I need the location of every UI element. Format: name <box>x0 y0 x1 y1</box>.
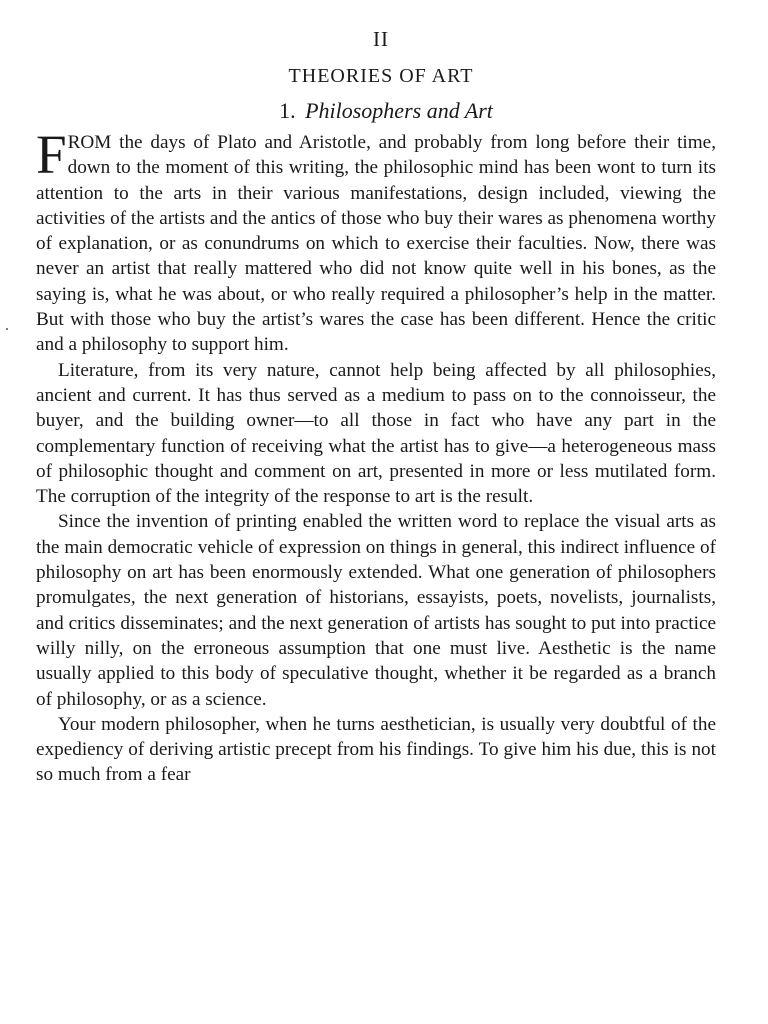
section-title <box>56 96 716 126</box>
section-name: Philosophers and Art <box>305 98 493 123</box>
stray-ink-mark <box>6 328 8 330</box>
paragraph-1-text: ROM the days of Plato and Aristotle, and probably from long before their time, down to the moment of this writing, the philosophic mind has been wont to turn its attention to the arts in their various manifestations, design included, viewing the activities of the artists and the antics of those who buy their wares as phenomena worthy of explanation, or as conundrums on which to exercise their faculties. Now, there was never an artist that really mattered who did not know quite well in his bones, as the saying is, what he was about, or who really required a philosopher’s help in the matter. But with those who buy the artist’s wares the case has been different. Hence the critic and a philosophy to support him. <box>36 132 716 356</box>
body-text <box>36 124 716 788</box>
section-number: 1. <box>279 98 296 123</box>
paragraph-2: Literature, from its very nature, cannot help being affected by all philosophies, ancient and current. It has thus served as a medium to pass on to the connoisseur, the buyer, and the building owner—to all those in fact who have any part in the complementary function of receiving what the artist has to give—a heterogeneous mass of philosophic thought and comment on art, presented in more or less mutilated form. The corruption of the integrity of the response to art is the result. <box>36 359 716 508</box>
book-page <box>36 24 716 788</box>
paragraph-1 <box>36 124 716 358</box>
chapter-title: THEORIES OF ART <box>288 65 474 87</box>
paragraph-3: Since the invention of printing enabled the written word to replace the visual arts as the main democratic vehicle of expression on things in general, this indirect influence of philosophy on art has been enormously extended. What one generation of philosophers promulgates, the next generation of historians, essayists, poets, novelists, journalists, and critics disseminates; and the next generation of artists has sought to put into practice willy nilly, on the erroneous assumption that one must live. Aesthetic is the name usually applied to this body of speculative thought, whether it be regarded as a branch of philosophy, or as a science. <box>36 511 716 710</box>
paragraph-4: Your modern philosopher, when he turns aesthetician, is usually very doubtful of the expediency of deriving artistic precept from his findings. To give him his due, this is not so much from a fear <box>36 713 716 786</box>
drop-cap: F <box>36 124 67 185</box>
chapter-number: II <box>373 27 389 51</box>
